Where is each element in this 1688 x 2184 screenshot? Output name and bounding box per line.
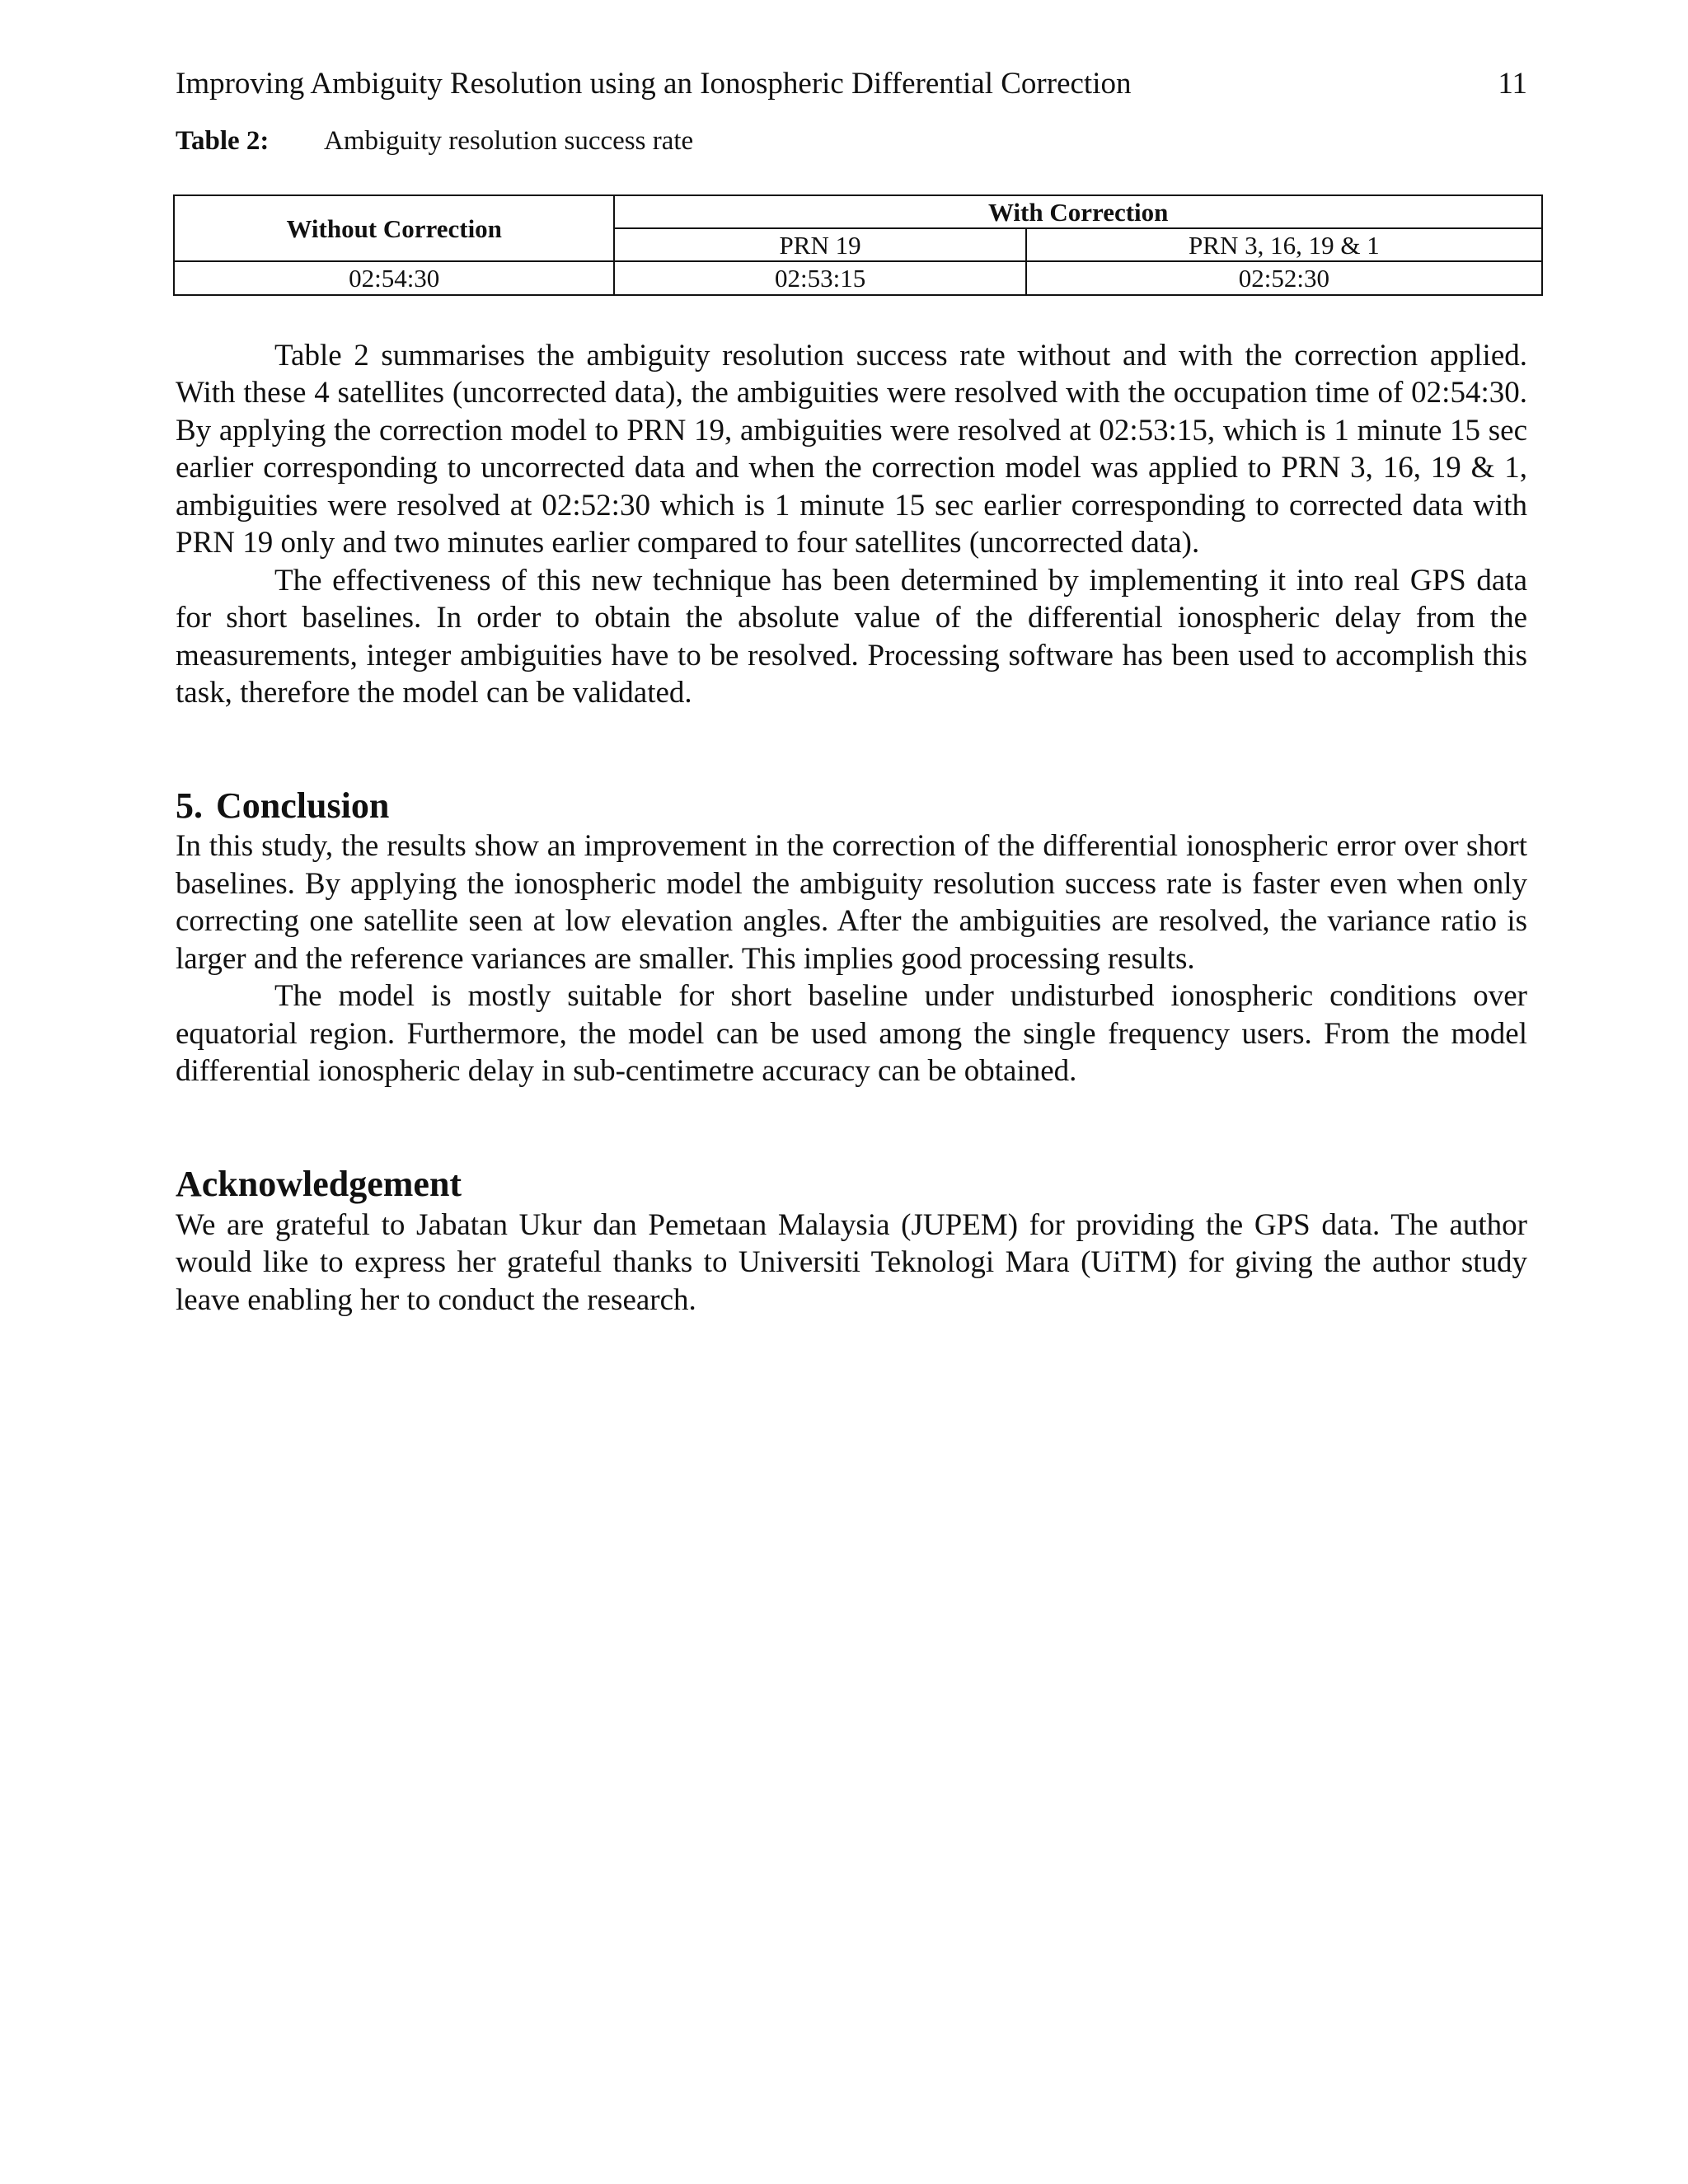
paragraph-effectiveness: The effectiveness of this new technique has been determined by implementing it into real GPS data for short baselines. In order to obtain the absolute value of the differential ionospheric delay from the measurements, integer ambiguities have to be resolved. Processing software has been used to accomplish this task, therefore the model can be validated. [176,563,1527,710]
ambiguity-success-table [173,194,1543,296]
acknowledgement-heading: Acknowledgement [176,1163,462,1204]
conclusion-paragraph-2: The model is mostly suitable for short baseline under undisturbed ionospheric conditions over equatorial region. Furthermore, the model can be used among the single frequency users. From the model differential ionospheric delay in sub-centimetre accuracy can be obtained. [176,979,1527,1089]
table-caption-label: Table 2: [176,126,270,157]
document-page [176,66,1527,1319]
conclusion-heading [176,785,1527,828]
conclusion-title: Conclusion [216,785,390,826]
table-row [174,261,1542,294]
table-caption [176,125,1527,158]
page-number: 11 [1498,67,1527,101]
header-with-correction: With Correction [614,195,1542,228]
cell-without-correction: 02:54:30 [174,261,614,294]
conclusion-number: 5. [176,785,203,826]
running-title: Improving Ambiguity Resolution using an Ionospheric Differential Correction [176,67,1132,101]
paragraph-table-summary: Table 2 summarises the ambiguity resolution success rate without and with the correction applied. With these 4 satellites (uncorrected data), the ambiguities were resolved with the occupation time of 02:54:30. By applying the correction model to PRN 19, ambiguities were resolved at 02:53:15, which is 1 minute 15 sec earlier corresponding to uncorrected data and when the correction model was applied to PRN 3, 16, 19 & 1, ambiguities were resolved at 02:52:30 which is 1 minute 15 sec earlier corresponding to corrected data with PRN 19 only and two minutes earlier compared to four satellites (uncorrected data). [176,338,1527,560]
cell-prn19: 02:53:15 [614,261,1025,294]
conclusion-paragraph-1: In this study, the results show an improvement in the correction of the differential ionospheric error over short baselines. By applying the ionospheric model the ambiguity resolution success rate is faster even when only correcting one satellite seen at low elevation angles. After the ambiguities are resolved, the variance ratio is larger and the reference variances are smaller. This implies good processing results. [176,829,1527,976]
subheader-prn19: PRN 19 [614,228,1025,261]
table-header-row [174,195,1542,228]
header-without-correction: Without Correction [174,195,614,261]
table-caption-text: Ambiguity resolution success rate [324,126,694,157]
running-header [176,66,1527,102]
acknowledgement-paragraph: We are grateful to Jabatan Ukur dan Pemetaan Malaysia (JUPEM) for providing the GPS data. The author would like to express her grateful thanks to Universiti Teknologi Mara (UiTM) for giving the author study leave enabling her to conduct the research. [176,1207,1527,1317]
subheader-prn-multi: PRN 3, 16, 19 & 1 [1026,228,1542,261]
cell-prn-multi: 02:52:30 [1026,261,1542,294]
